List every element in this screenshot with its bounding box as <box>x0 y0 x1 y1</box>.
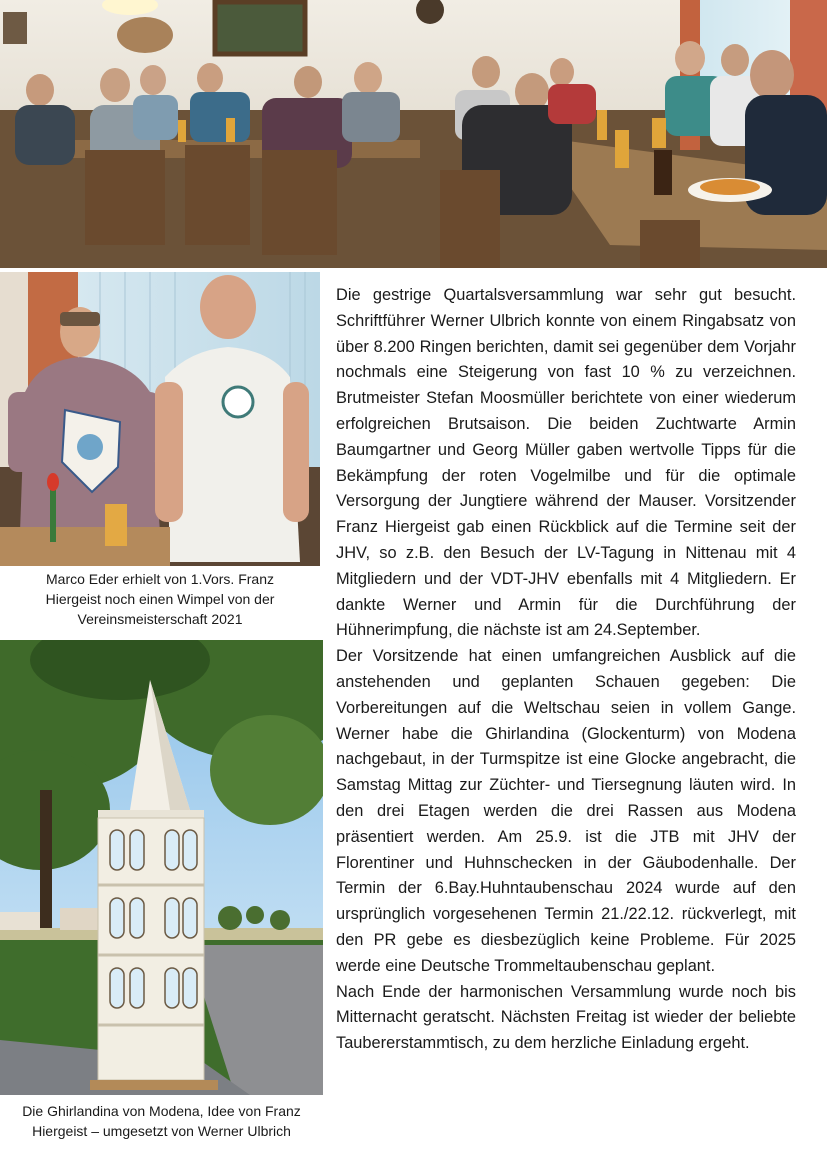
tower-photo <box>0 640 323 1095</box>
meeting-photo <box>0 0 827 268</box>
article-paragraph: Nach Ende der harmonischen Versammlung wurde noch bis Mitternacht geratscht. Nächsten Freitag ist wieder der beliebte Taubererstammtisch, zu dem herzliche Einladung ergeht. <box>336 982 796 1053</box>
pennant-caption-line: Hiergeist noch einen Wimpel von der <box>45 591 275 607</box>
pennant-caption-line: Marco Eder erhielt von 1.Vors. Franz <box>46 571 274 587</box>
tower-caption-line: Hiergeist – umgesetzt von Werner Ulbrich <box>32 1123 291 1139</box>
article-body <box>336 283 796 1057</box>
article-paragraph: Der Vorsitzende hat einen umfangreichen Ausblick auf die anstehenden und geplanten Schauen gegeben: Die Vorbereitungen auf die Weltschau seien in vollem Gange. Werner habe die Ghirlandina (Glockenturm) von Modena nachgebaut, in der Turmspitze ist eine Glocke angebracht, die Samstag Mittag zur Züchter- und Tiersegnung läuten wird. In den drei Etagen werden die drei Rassen aus Modena präsentiert werden. Am 25.9. ist die JTB mit JHV der Florentiner und Huhnschecken in der Gäubodenhalle. Der Termin der 6.Bay.Huhntaubenschau 2024 wurde auf den ursprünglich vorgesehenen Termin 21./22.12. rückverlegt, mit den PR gebe es diesbezüglich keine Probleme. Für 2025 werde eine Deutsche Trommeltaubenschau geplant. <box>336 647 796 975</box>
tower-caption-line: Die Ghirlandina von Modena, Idee von Franz <box>22 1103 301 1119</box>
pennant-photo <box>0 272 320 566</box>
tower-caption <box>0 1101 323 1141</box>
pennant-caption-line: Vereinsmeisterschaft 2021 <box>77 611 243 627</box>
meeting-photo-drawing <box>0 0 827 268</box>
pennant-caption <box>0 569 320 635</box>
pennant-photo-drawing <box>0 272 320 566</box>
tower-photo-drawing <box>0 640 323 1095</box>
article-paragraph: Die gestrige Quartalsversammlung war sehr gut besucht. Schriftführer Werner Ulbrich konnte von einem Ringabsatz von über 8.200 Ringen berichten, damit sei gegenüber dem Vorjahr nochmals eine Steigerung von fast 10 % zu verzeichnen. Brutmeister Stefan Moosmüller berichtete von einer wiederum erfolgreichen Brutsaison. Die beiden Zuchtwarte Armin Baumgartner und Georg Müller gaben wertvolle Tipps für die Bekämpfung der roten Vogelmilbe und für die optimale Versorgung der Jungtiere während der Mauser. Vorsitzender Franz Hiergeist gab einen Rückblick auf die Termine seit der JHV, so z.B. den Besuch der LV-Tagung in Nittenau mit 4 Mitgliedern und der VDT-JHV ebenfalls mit 4 Mitgliedern. Er dankte Werner und Armin für die Durchführung der Hühnerimpfung, die nächste ist am 24.September. <box>336 286 796 640</box>
